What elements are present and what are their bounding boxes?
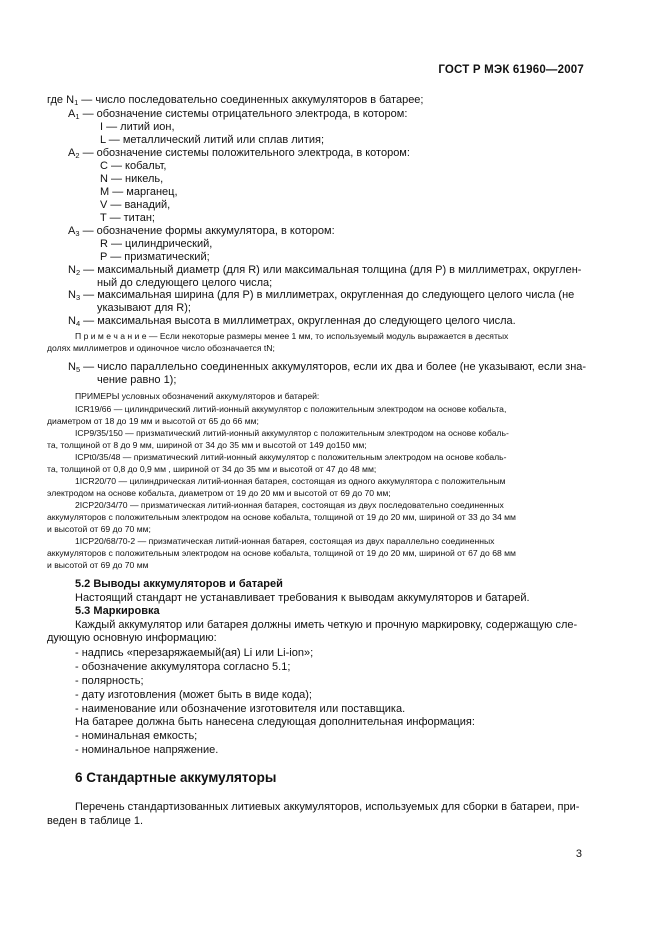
section-6-text: Перечень стандартизованных литиевых аккумуляторов, используемых для сборки в батареи, при-: [75, 801, 580, 813]
def-a2-opt: V — ванадий,: [100, 199, 171, 211]
def-n2-cont: ный до следующего целого числа;: [97, 277, 273, 289]
example-line: 1ICR20/70 — цилиндрическая литий-ионная батарея, состоящая из одного аккумулятора с положительным: [75, 476, 506, 486]
def-n4: $N_4$ — максимальная высота в миллиметрах, округленная до следующего целого числа.: [68, 315, 516, 328]
section-5-3-title: 5.3 Маркировка: [75, 605, 160, 617]
section-5-2-title: 5.2 Выводы аккумуляторов и батарей: [75, 578, 283, 590]
page-number: 3: [575, 848, 582, 860]
def-a2-opt: C — кобальт,: [100, 160, 167, 172]
section-6-text-cont: веден в таблице 1.: [47, 815, 144, 827]
def-a1-opt: I — литий ион,: [100, 121, 175, 133]
example-line: ICPt0/35/48 — призматический литий-ионный аккумулятор с положительным электродом на основе кобаль-: [75, 452, 507, 462]
def-a3-opt: P — призматический;: [100, 251, 210, 263]
marking-item: - дату изготовления (может быть в виде кода);: [75, 689, 312, 701]
marking-extra: На батарее должна быть нанесена следующая дополнительная информация:: [75, 716, 475, 728]
example-line: ICP9/35/150 — призматический литий-ионный аккумулятор с положительным электродом на основе кобаль-: [75, 428, 509, 438]
marking-item: - обозначение аккумулятора согласно 5.1;: [75, 661, 291, 673]
def-n5-cont: чение равно 1);: [97, 374, 177, 386]
section-5-3-text-cont: дующую основную информацию:: [47, 632, 217, 644]
example-line: аккумуляторов с положительным электродом на основе кобальта, толщиной от 19 до 20 мм, шириной от 33 до 34 мм: [47, 512, 516, 522]
example-line: 1ICP20/68/70-2 — призматическая литий-ионная батарея, состоящая из двух параллельно соединенных: [75, 536, 495, 546]
example-line: и высотой от 69 до 70 мм;: [47, 524, 151, 534]
note-cont: долях миллиметров и одиночное число обозначается tN;: [47, 343, 275, 353]
def-n3-cont: указывают для R);: [97, 302, 191, 314]
def-a3: $A_3$ — обозначение формы аккумулятора, в котором:: [68, 225, 335, 238]
def-a2: $A_2$ — обозначение системы положительного электрода, в котором:: [68, 147, 410, 160]
example-line: 2ICP20/34/70 — призматическая литий-ионная батарея, состоящая из двух последовательно соединенных: [75, 500, 504, 510]
def-a1: $A_1$ — обозначение системы отрицательного электрода, в котором:: [68, 108, 408, 121]
def-a1-opt: L — металлический литий или сплав лития;: [100, 134, 325, 146]
def-a2-opt: M — марганец,: [100, 186, 178, 198]
section-5-2-text: Настоящий стандарт не устанавливает требования к выводам аккумуляторов и батарей.: [75, 592, 530, 604]
example-line: электродом на основе кобальта, диаметром от 19 до 20 мм и высотой от 69 до 70 мм;: [47, 488, 391, 498]
marking-item: - полярность;: [75, 675, 144, 687]
example-line: ICR19/66 — цилиндрический литий-ионный аккумулятор с положительным электродом на основе кобальта,: [75, 404, 507, 414]
standard-code: ГОСТ Р МЭК 61960—2007: [438, 64, 584, 76]
section-6-title: 6 Стандартные аккумуляторы: [75, 770, 277, 785]
example-line: та, толщиной от 8 до 9 мм, шириной от 34 до 35 мм и высотой от 149 до150 мм;: [47, 440, 367, 450]
marking-item: - наименование или обозначение изготовителя или поставщика.: [75, 703, 406, 715]
def-a3-opt: R — цилиндрический,: [100, 238, 213, 250]
examples-intro: ПРИМЕРЫ условных обозначений аккумуляторов и батарей:: [75, 391, 320, 401]
section-5-3-text: Каждый аккумулятор или батарея должны иметь четкую и прочную маркировку, содержащую сле-: [75, 619, 578, 631]
marking-extra-item: - номинальная емкость;: [75, 730, 198, 742]
example-line: диаметром от 18 до 19 мм и высотой от 65 до 66 мм;: [47, 416, 259, 426]
example-line: та, толщиной от 0,8 до 0,9 мм , шириной от 34 до 35 мм и высотой от 47 до 48 мм;: [47, 464, 377, 474]
marking-extra-item: - номинальное напряжение.: [75, 744, 219, 756]
marking-item: - надпись «перезаряжаемый(ая) Li или Li-ion»;: [75, 647, 314, 659]
def-n3: $N_3$ — максимальная ширина (для P) в миллиметрах, округленная до следующего целого числа (не: [68, 289, 575, 302]
def-n5: $N_5$ — число параллельно соединенных аккумуляторов, если их два и более (не указывают, если зна-: [68, 361, 587, 374]
example-line: аккумуляторов с положительным электродом на основе кобальта, толщиной от 19 до 20 мм, шириной от 67 до 68 мм: [47, 548, 516, 558]
def-a2-opt: T — титан;: [100, 212, 155, 224]
def-n1: где $N_1$ — число последовательно соединенных аккумуляторов в батарее;: [47, 94, 424, 107]
example-line: и высотой от 69 до 70 мм: [47, 560, 149, 570]
def-a2-opt: N — никель,: [100, 173, 164, 185]
note: П р и м е ч а н и е — Если некоторые размеры менее 1 мм, то используемый модуль выражается в десятых: [75, 331, 509, 341]
def-n2: $N_2$ — максимальный диаметр (для R) или максимальная толщина (для P) в миллиметрах, округлен-: [68, 264, 582, 277]
